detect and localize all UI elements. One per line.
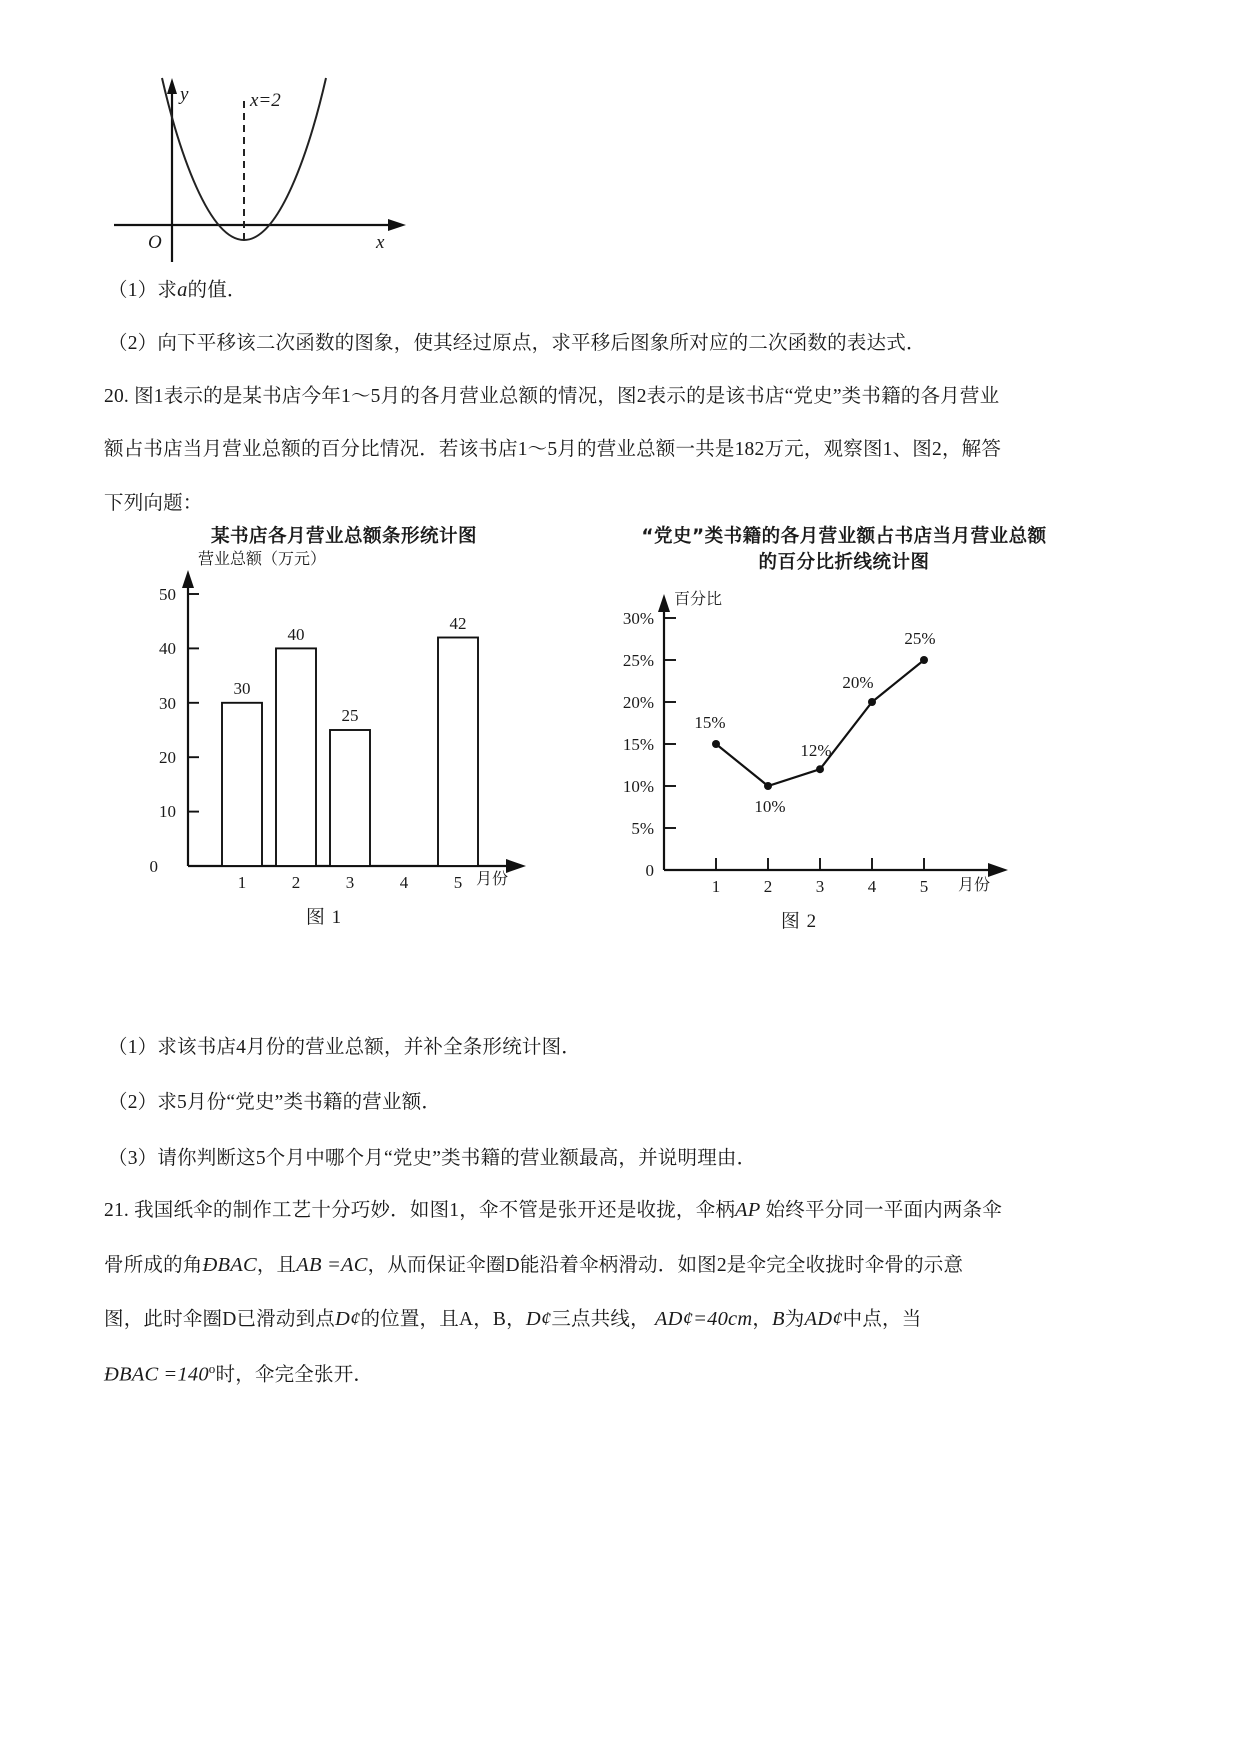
bar-value-5: 42 bbox=[449, 614, 467, 633]
line-xtick-5: 5 bbox=[919, 877, 929, 896]
line-point-3 bbox=[816, 765, 824, 773]
line-point-1 bbox=[712, 740, 720, 748]
q21-line4-a: 时，伞完全张开． bbox=[215, 1364, 374, 1386]
bar-xtick-3: 3 bbox=[345, 873, 355, 892]
line-chart-x-axis bbox=[712, 858, 929, 896]
line-ytick-25: 25% bbox=[622, 651, 654, 670]
bar-chart-caption: 图 1 bbox=[305, 907, 343, 928]
q21-line2-c: ，从而保证伞圈D能沿着伞柄滑动．如图2是伞完全收拢时伞骨的示意 bbox=[367, 1254, 964, 1276]
q21-line3-e: 为 bbox=[784, 1309, 805, 1331]
line-value-4: 20% bbox=[842, 673, 874, 692]
q21-line3-c: 三点共线， bbox=[551, 1309, 650, 1331]
bar-chart-svg bbox=[124, 548, 564, 892]
q20-sub2: （2）求5月份“党史”类书籍的营业额． bbox=[108, 1092, 442, 1114]
parabola-y-label: y bbox=[180, 84, 189, 105]
line-ytick-5: 5% bbox=[631, 819, 654, 838]
bar-month-5 bbox=[438, 638, 478, 867]
bar-ytick-20: 20 bbox=[159, 748, 176, 767]
bar-xtick-1: 1 bbox=[237, 873, 247, 892]
q21-line1-b: 始终平分同一平面内两条伞 bbox=[765, 1200, 1002, 1221]
line-ytick-15: 15% bbox=[622, 735, 654, 754]
parabola-figure bbox=[104, 62, 434, 267]
parabola-x-label: x bbox=[376, 232, 385, 253]
q21-line3-f: 中点，当 bbox=[842, 1309, 922, 1331]
q21-line3 bbox=[104, 1305, 1119, 1335]
bar-month-1 bbox=[222, 703, 262, 866]
bar-chart-figure bbox=[124, 522, 564, 928]
q21-line2-a: 骨所成的角 bbox=[104, 1254, 203, 1276]
bar-ytick-0: 0 bbox=[149, 857, 158, 876]
q21-stem bbox=[104, 1196, 1119, 1415]
parabola-origin-label: O bbox=[148, 232, 162, 253]
q21-line1-a: 我国纸伞的制作工艺十分巧妙．如图1，伞不管是张开还是收拢，伞柄 bbox=[134, 1200, 736, 1221]
line-xtick-1: 1 bbox=[711, 877, 721, 896]
q21-line3-math5: AD¢ bbox=[804, 1308, 843, 1331]
bar-ytick-50: 50 bbox=[159, 585, 176, 604]
bar-month-3 bbox=[330, 730, 370, 866]
bar-chart-title: 某书店各月营业总额条形统计图 bbox=[210, 526, 477, 547]
q19-part1-variable: a bbox=[177, 279, 188, 301]
q21-line1 bbox=[104, 1196, 1119, 1226]
line-value-1: 15% bbox=[694, 713, 726, 732]
q20-subquestions bbox=[108, 1034, 1108, 1200]
q21-line3-math3: AD¢=40cm bbox=[654, 1308, 753, 1331]
q21-line3-math4: B bbox=[772, 1308, 785, 1331]
q20-stem-line3: 下列向题： bbox=[104, 492, 203, 514]
bar-xtick-4: 4 bbox=[399, 873, 409, 892]
line-chart-y-axis bbox=[623, 609, 676, 880]
q21-number: 21. bbox=[104, 1200, 129, 1221]
line-xtick-2: 2 bbox=[763, 877, 773, 896]
line-point-4 bbox=[868, 698, 876, 706]
bar-ytick-40: 40 bbox=[159, 639, 176, 658]
q21-line4 bbox=[104, 1360, 1119, 1390]
line-value-3: 12% bbox=[800, 741, 832, 760]
line-ytick-20: 20% bbox=[622, 693, 654, 712]
q21-line1-math: AP bbox=[735, 1199, 761, 1221]
line-ytick-10: 10% bbox=[622, 777, 654, 796]
charts-row bbox=[104, 522, 1124, 932]
line-chart-y-axis-label: 百分比 bbox=[674, 589, 723, 608]
line-chart-figure bbox=[564, 522, 1124, 932]
bar-xtick-2: 2 bbox=[291, 873, 301, 892]
q19-part2: （2）向下平移该二次函数的图象，使其经过原点，求平移后图象所对应的二次函数的表达式． bbox=[108, 333, 926, 354]
bar-value-2: 40 bbox=[287, 625, 305, 644]
q21-line2 bbox=[104, 1251, 1119, 1281]
bar-ytick-10: 10 bbox=[159, 802, 176, 821]
bar-value-3: 25 bbox=[341, 706, 359, 725]
line-ytick-30: 30% bbox=[622, 609, 654, 628]
line-point-2 bbox=[764, 782, 772, 790]
line-point-5 bbox=[920, 656, 928, 664]
bar-ytick-30: 30 bbox=[159, 694, 176, 713]
line-chart-title-line2: 的百分比折线统计图 bbox=[758, 552, 930, 573]
bar-month-2 bbox=[276, 648, 316, 866]
q21-line3-d: ， bbox=[752, 1309, 773, 1331]
bar-xtick-5: 5 bbox=[453, 873, 463, 892]
line-xtick-4: 4 bbox=[867, 877, 877, 896]
line-xtick-3: 3 bbox=[815, 877, 825, 896]
q21-line3-math2: D¢ bbox=[525, 1308, 552, 1331]
line-chart-x-axis-label: 月份 bbox=[958, 875, 991, 894]
q21-line2-b: ，且 bbox=[256, 1254, 297, 1276]
q21-line2-math2: AB =AC bbox=[296, 1253, 368, 1276]
bar-value-1: 30 bbox=[233, 679, 251, 698]
line-chart-caption: 图 2 bbox=[780, 911, 818, 932]
q21-line4-math2: =140 bbox=[163, 1363, 209, 1386]
q21-line2-math1: ÐBAC bbox=[202, 1253, 257, 1276]
bar-chart-y-axis-label: 营业总额（万元） bbox=[198, 549, 327, 568]
line-value-5: 25% bbox=[904, 629, 936, 648]
q19-part1-prefix: （1）求 bbox=[108, 280, 178, 301]
q20-stem-line1-text: 图1表示的是某书店今年1～5月的各月营业总额的情况，图2表示的是该书店“党史”类书籍的各月营业 bbox=[134, 386, 1000, 407]
bar-chart-y-axis bbox=[150, 585, 200, 876]
q19-part1 bbox=[108, 276, 247, 306]
q20-stem-line2: 额占书店当月营业总额的百分比情况．若该书店1～5月的营业总额一共是182万元，观察图1、图2，解答 bbox=[104, 439, 1002, 461]
line-ytick-0: 0 bbox=[645, 861, 654, 880]
line-value-2: 10% bbox=[754, 797, 786, 816]
line-chart-title-line1: “党史”类书籍的各月营业额占书店当月营业总额 bbox=[641, 526, 1047, 547]
q20-stem-line1 bbox=[104, 383, 1114, 411]
bar-chart-x-axis-label: 月份 bbox=[476, 869, 509, 888]
q20-sub1: （1）求该书店4月份的营业总额，并补全条形统计图． bbox=[108, 1037, 582, 1058]
q20-sub3: （3）请你判断这5个月中哪个月“党史”类书籍的营业额最高，并说明理由． bbox=[108, 1147, 757, 1169]
q21-degree-symbol: o bbox=[208, 1361, 216, 1377]
q21-line3-math1: D¢ bbox=[334, 1308, 361, 1331]
q21-line3-a: 图，此时伞圈D已滑动到点 bbox=[104, 1309, 335, 1331]
q20-number: 20. bbox=[104, 386, 129, 407]
parabola-vline-label: x=2 bbox=[250, 90, 281, 111]
q21-line3-b: 的位置，且A，B， bbox=[360, 1309, 526, 1331]
line-chart-svg bbox=[564, 574, 1124, 896]
q19-part1-suffix: 的值． bbox=[187, 280, 247, 301]
q21-line4-math1: ÐBAC bbox=[104, 1363, 159, 1386]
q20-stem bbox=[104, 383, 1114, 543]
